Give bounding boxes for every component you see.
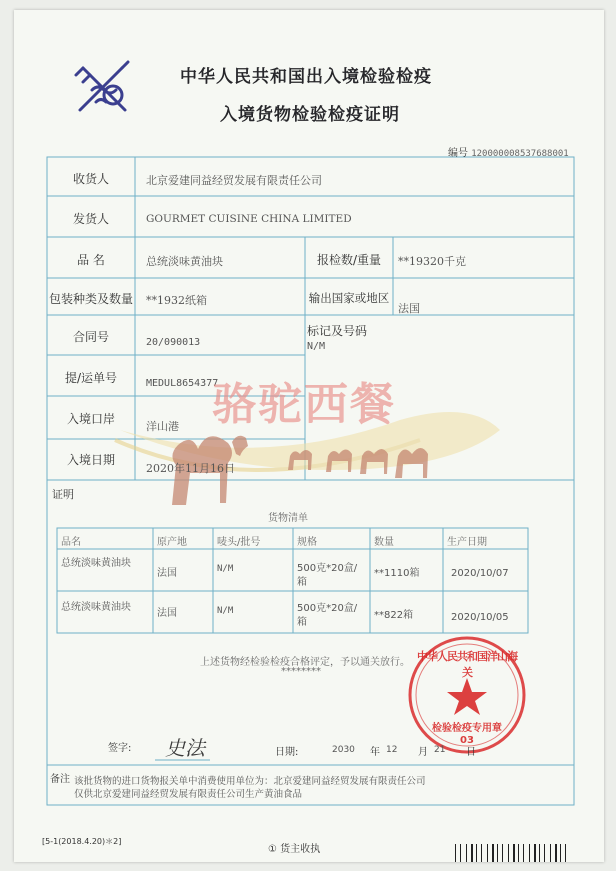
sign-month-unit: 月 (418, 747, 428, 758)
packaging-value: **1932纸箱 (146, 294, 207, 307)
watermark-text: 骆驼西餐 (212, 379, 396, 430)
marks-value: N/M (307, 341, 326, 352)
barcode-bar (518, 844, 519, 862)
barcode-bar (476, 844, 477, 862)
sign-day: 21 (434, 745, 446, 755)
sign-day-unit: 日 (466, 747, 476, 758)
date-label: 日期: (275, 747, 299, 758)
barcode (455, 844, 566, 862)
barcode-bar (471, 844, 473, 862)
row2-origin: 法国 (157, 608, 177, 619)
signer-label: 签字: (108, 743, 132, 754)
sign-month: 12 (386, 745, 398, 755)
barcode-bar (560, 844, 561, 862)
signature: 史法 (165, 736, 205, 760)
stamp-number: 03 (460, 735, 474, 746)
declared-qty-value: **19320千克 (398, 255, 466, 268)
barcode-bar (508, 844, 509, 862)
star-icon (447, 678, 487, 715)
barcode-bar (544, 844, 545, 862)
row1-name: 总统淡味黄油块 (61, 558, 131, 569)
consignor-label: 发货人 (72, 212, 109, 226)
marks-label: 标记及号码 (307, 324, 368, 338)
bl-label: 提/运单号 (64, 371, 118, 385)
barcode-bar (502, 844, 503, 862)
col-header-spec: 规格 (297, 537, 317, 548)
declared-qty-label: 报检数/重量 (316, 253, 382, 267)
copy-label: ① 货主收执 (268, 844, 321, 855)
sign-year: 2030 (332, 745, 355, 755)
remarks-label: 备注 (50, 774, 70, 785)
product-label: 品 名 (77, 253, 105, 267)
certificate-label: 证明 (52, 488, 74, 501)
row2-name: 总统淡味黄油块 (61, 602, 131, 613)
barcode-bar (529, 844, 530, 862)
barcode-bar (565, 844, 566, 862)
serial-number (448, 144, 569, 159)
serial-label: 编号 (448, 148, 468, 159)
consignee-value: 北京爱建同益经贸发展有限责任公司 (146, 174, 322, 187)
barcode-bar (460, 844, 461, 862)
sign-year-unit: 年 (370, 747, 380, 758)
form-code: [5-1(2018.4.20)＊2] (42, 837, 122, 846)
col-header-mark: 唛头/批号 (217, 537, 261, 548)
cargo-list-title: 货物清单 (268, 513, 308, 524)
barcode-bar (555, 844, 557, 862)
stamp-bottom-text: 检验检疫专用章 (432, 723, 502, 734)
barcode-bar (466, 844, 467, 862)
barcode-bar (550, 844, 551, 862)
row2-date: 2020/10/05 (451, 612, 509, 623)
barcode-bar (513, 844, 515, 862)
bl-value: MEDUL8654377 (146, 378, 219, 389)
agency-title: 中华人民共和国出入境检验检疫 (180, 67, 432, 87)
col-header-name: 品名 (61, 537, 81, 548)
stamp-arc-text: 中华人民共和国洋山海关 (417, 650, 517, 679)
row1-mark: N/M (217, 564, 234, 574)
statement-stars: ******** (281, 666, 321, 677)
entry-date-label: 入境日期 (66, 453, 115, 467)
col-header-origin: 原产地 (157, 537, 187, 548)
barcode-bar (523, 844, 524, 862)
row2-mark: N/M (217, 606, 234, 616)
origin-country-label: 输出国家或地区 (308, 291, 390, 305)
contract-label: 合同号 (72, 330, 109, 344)
row2-qty: **822箱 (374, 610, 414, 621)
consignee-label: 收货人 (72, 172, 109, 186)
remarks-line1: 该批货物的进口货物报关单中消费使用单位为：北京爱建同益经贸发展有限责任公司 (74, 776, 426, 787)
col-header-qty: 数量 (374, 537, 394, 548)
row1-qty: **1110箱 (374, 568, 420, 579)
barcode-bar (534, 844, 536, 862)
row2-spec: 500克*20盒/箱 (297, 603, 358, 628)
packaging-label: 包装种类及数量 (48, 292, 133, 306)
entry-port-label: 入境口岸 (66, 412, 115, 426)
barcode-bar (539, 844, 540, 862)
document-title: 入境货物检验检疫证明 (220, 105, 400, 125)
consignor-value: GOURMET CUISINE CHINA LIMITED (146, 213, 352, 225)
barcode-bar (497, 844, 498, 862)
barcode-bar (487, 844, 488, 862)
serial-value: 120000008537688001 (471, 149, 569, 159)
barcode-bar (481, 844, 482, 862)
entry-port-value: 洋山港 (146, 420, 179, 433)
entry-date-value: 2020年11月16日 (146, 462, 235, 475)
col-header-date: 生产日期 (447, 537, 487, 548)
clearance-statement: 上述货物经检验检疫合格评定，予以通关放行。 (200, 657, 410, 668)
origin-country-value: 法国 (398, 302, 420, 315)
ciq-logo-icon (76, 62, 128, 110)
barcode-bar (455, 844, 456, 862)
barcode-bar (492, 844, 494, 862)
row1-spec: 500克*20盒/箱 (297, 563, 358, 588)
row1-date: 2020/10/07 (451, 568, 509, 579)
row1-origin: 法国 (157, 568, 177, 579)
product-value: 总统淡味黄油块 (146, 255, 223, 268)
remarks-line2: 仅供北京爱建同益经贸发展有限责任公司生产黄油食品 (74, 789, 303, 800)
contract-value: 20/090013 (146, 337, 201, 348)
